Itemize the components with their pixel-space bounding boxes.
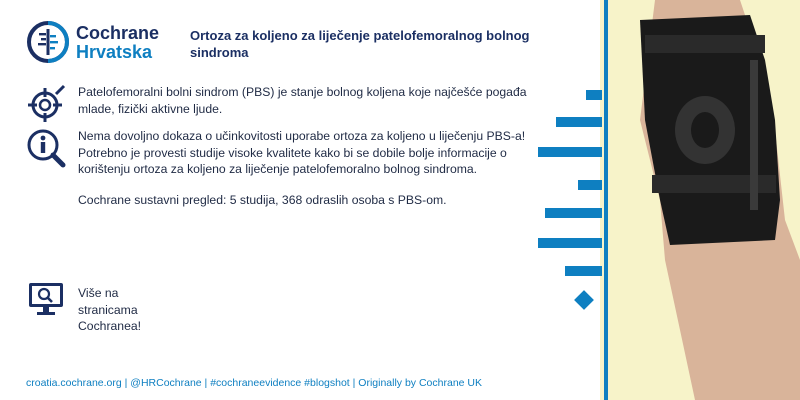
decorative-bar bbox=[538, 147, 602, 157]
decorative-diamond bbox=[574, 290, 594, 310]
decorative-bar bbox=[565, 266, 602, 276]
decorative-bar bbox=[578, 180, 602, 190]
condition-text: Patelofemoralni bolni sindrom (PBS) je stanje bolnog koljena koje najčešće pogađa mlade, fizički aktivne ljude. bbox=[78, 85, 527, 116]
monitor-search-icon bbox=[26, 279, 66, 319]
review-summary-text: Cochrane sustavni pregled: 5 studija, 368 odraslih osoba s PBS-om. bbox=[78, 192, 447, 207]
target-icon bbox=[26, 84, 66, 124]
decorative-vertical-line bbox=[604, 0, 608, 400]
evidence-text-1: Nema dovoljno dokaza o učinkovitosti uporabe ortoza za koljeno u liječenju PBS-a! bbox=[78, 129, 526, 143]
logo-line-hrvatska: Hrvatska bbox=[76, 42, 153, 62]
knee-brace-illustration bbox=[600, 0, 800, 400]
evidence-text-2: Potrebno je provesti studije visoke kvalitete kako bi se dobile bolje informacije o korištenju ortoza za koljeno za liječenje patelofemoralno bolnog sindroma. bbox=[78, 145, 507, 176]
knee-brace-photo bbox=[600, 0, 800, 400]
decorative-bar bbox=[538, 238, 602, 248]
cochrane-logo bbox=[26, 20, 176, 68]
footer-links[interactable]: croatia.cochrane.org | @HRCochrane | #cochraneevidence #blogshot | Originally by Cochrane UK bbox=[26, 377, 482, 389]
decorative-bar bbox=[545, 208, 602, 218]
cochrane-logo-icon bbox=[26, 20, 70, 64]
logo-line-cochrane: Cochrane bbox=[76, 23, 160, 43]
decorative-bar bbox=[586, 90, 602, 100]
more-info-link[interactable]: Više na stranicama Cochranea! bbox=[78, 286, 142, 333]
page-title: Ortoza za koljeno za liječenje patelofemoralnog bolnog sindroma bbox=[190, 28, 530, 60]
info-magnifier-icon bbox=[26, 128, 66, 168]
decorative-bar bbox=[556, 117, 602, 127]
